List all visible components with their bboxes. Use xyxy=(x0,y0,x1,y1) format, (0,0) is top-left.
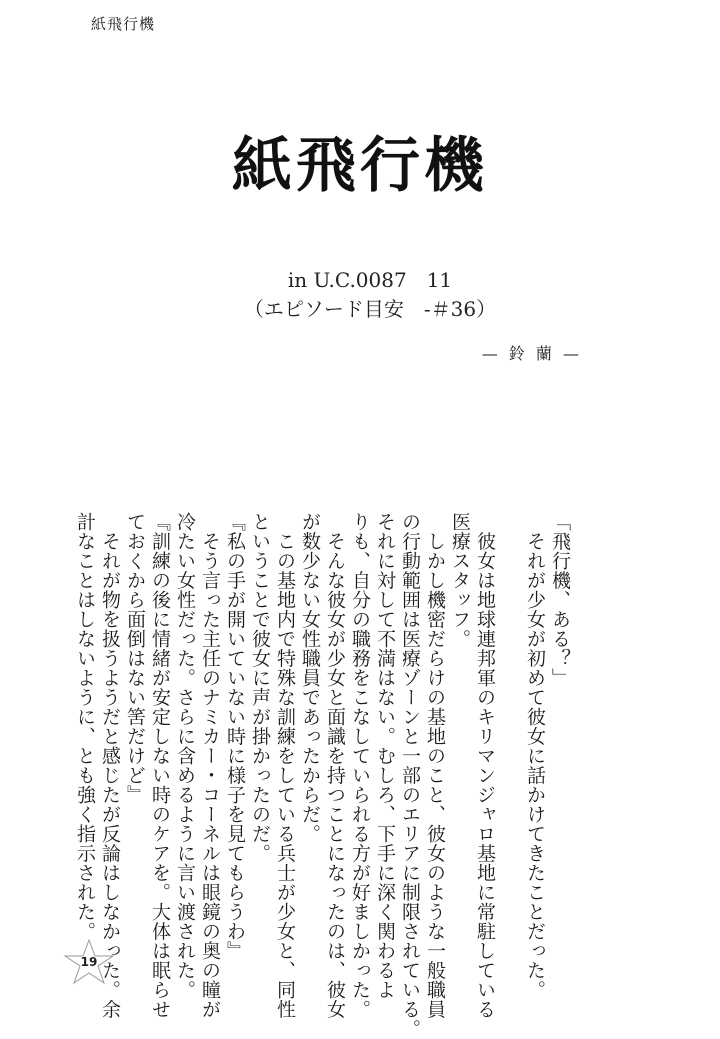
author-byline: — 鈴 蘭 — xyxy=(481,344,582,363)
page-title: 紙飛行機 xyxy=(232,131,488,201)
body-line: ておくから面倒はない筈だけど』 xyxy=(124,512,146,805)
body-line: 「飛行機、ある？」 xyxy=(549,512,571,688)
body-line: 計なことはしないように、とも強く指示された。 xyxy=(74,512,96,941)
body-line: ということで彼女に声が掛かったのだ。 xyxy=(249,512,271,863)
body-line: 『私の手が開いていない時に様子を見てもらうわ』 xyxy=(224,512,246,961)
body-line: 彼女は地球連邦軍のキリマンジャロ基地に常駐している xyxy=(474,512,496,1019)
running-header: 紙飛行機 xyxy=(91,15,156,33)
body-line: の行動範囲は医療ゾーンと一部のエリアに制限されている。 xyxy=(399,512,421,1039)
body-line: しかし機密だらけの基地のこと、彼女のような一般職員 xyxy=(424,512,446,1019)
body-line: りも、自分の職務をこなしていられる方が好ましかった。 xyxy=(349,512,371,1019)
body-line: それが少女が初めて彼女に話かけてきたことだった。 xyxy=(524,512,546,1000)
body-line: 冷たい女性だった。さらに含めるように言い渡された。 xyxy=(174,512,196,1000)
body-line: そんな彼女が少女と面識を持つことになったのは、彼女 xyxy=(324,512,346,1019)
paragraph-gap xyxy=(497,512,522,932)
subtitle-line-2: （エピソード目安 -＃36） xyxy=(243,297,497,321)
page-number-badge xyxy=(62,938,116,986)
body-line: 医療スタッフ。 xyxy=(449,512,471,649)
subtitle-line-1: in U.C.0087 11 xyxy=(287,268,453,292)
body-line: この基地内で特殊な訓練をしている兵士が少女と、同性 xyxy=(274,512,296,1019)
body-line: そう言った主任のナミカー・コーネルは眼鏡の奥の瞳が xyxy=(199,512,221,1019)
body-line: が数少ない女性職員であったからだ。 xyxy=(299,512,321,844)
body-line: それが物を扱うようだと感じたが反論はしなかった。余 xyxy=(99,512,121,1019)
page-number: 19 xyxy=(80,955,98,969)
body-line: 『訓練の後に情緒が安定しない時のケアを。大体は眠らせ xyxy=(149,512,171,1019)
body-line: それに対して不満はない。むしろ、下手に深く関わるよ xyxy=(374,512,396,1000)
